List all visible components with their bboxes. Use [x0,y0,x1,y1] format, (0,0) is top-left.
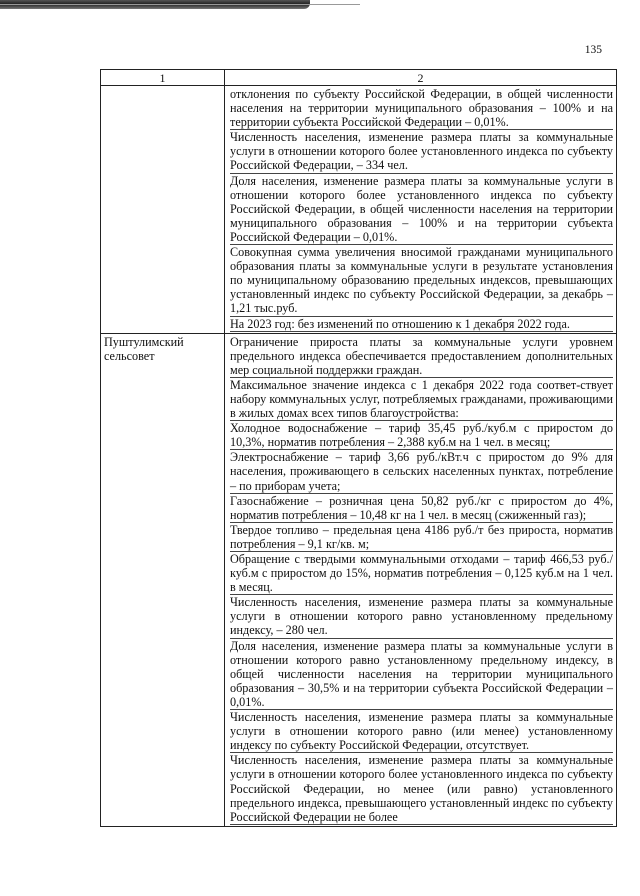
paragraph: Численность населения, изменение размера платы за коммунальные услуги в отношении которого равно (или менее) установленному индексу по субъекту Российской Федерации, отсутствует. [230,710,613,753]
paragraph: Ограничение прироста платы за коммунальные услуги уровнем предельного индекса обеспечивается предоставлением дополнительных мер социальной поддержки граждан. [230,334,613,377]
paragraph: Численность населения, изменение размера платы за коммунальные услуги в отношении которого более установленного индекса по субъекту Российской Федерации, но менее (или равно) установленного предельного индекса, превышающего установленный индекс по субъекту Российской Федерации не более [230,753,613,824]
paragraph: Твердое топливо – предельная цена 4186 руб./т без прироста, норматив потребления – 9,1 кг/кв. м; [230,522,613,551]
description-cell [225,333,617,826]
paragraph: Доля населения, изменение размера платы за коммунальные услуги в отношении которого равно установленному предельному индексу, в общей численности населения на территории муниципального образования – 30,5% и на территории субъекта Российской Федерации – 0,01%. [230,638,613,709]
municipality-name-cell [101,86,225,334]
table-row [101,86,617,334]
paragraph: Газоснабжение – розничная цена 50,82 руб./кг с приростом до 4%, норматив потребления – 10,48 кг на 1 чел. в месяц (сжиженный газ); [230,493,613,522]
paragraph: Обращение с твердыми коммунальными отходами – тариф 466,53 руб./куб.м с приростом до 15%, норматив потребления – 0,125 куб.м на 1 чел. в месяц. [230,552,613,595]
table-row [101,333,617,826]
paragraph: отклонения по субъекту Российской Федерации, в общей численности населения на территории муниципального образования – 100% и на территории субъекта Российской Федерации – 0,01%. [230,87,613,130]
data-table [100,69,617,827]
paragraph: Холодное водоснабжение – тариф 35,45 руб./куб.м с приростом до 10,3%, норматив потребления – 2,388 куб.м на 1 чел. в месяц; [230,421,613,450]
paragraph: Численность населения, изменение размера платы за коммунальные услуги в отношении которого более установленного индекса по субъекту Российской Федерации, – 334 чел. [230,130,613,173]
paragraph: Доля населения, изменение размера платы за коммунальные услуги в отношении которого более установленного индекса по субъекту Российской Федерации, в общей численности населения на территории муниципального образования – 100% и на территории субъекта Российской Федерации – 0,01%. [230,173,613,244]
page-number: 135 [584,44,602,56]
municipality-name-cell: Пуштулимский сельсовет [101,333,225,826]
column-header-2: 2 [225,70,617,86]
description-cell [225,86,617,334]
table-header-row [101,70,617,86]
column-header-1: 1 [101,70,225,86]
paragraph: Электроснабжение – тариф 3,66 руб./кВт.ч с приростом до 9% для населения, проживающего в сельских населенных пунктах, потребление – по приборам учета; [230,450,613,493]
paragraph: Совокупная сумма увеличения вносимой гражданами муниципального образования платы за коммунальные услуги в результате установления по муниципальному образованию предельных индексов, превышающих установленный индекс по субъекту Российской Федерации, за декабрь – 1,21 тыс.руб. [230,245,613,316]
paragraph: Численность населения, изменение размера платы за коммунальные услуги в отношении которого равно установленному предельному индексу, – 280 чел. [230,595,613,638]
paragraph: На 2023 год: без изменений по отношению к 1 декабря 2022 года. [230,317,613,332]
paragraph: Максимальное значение индекса с 1 декабря 2022 года соответ-ствует набору коммунальных услуг, потребляемых гражданами, проживающими в жилых домах всех типов благоустройства: [230,377,613,421]
scan-artifact-bar [0,0,310,9]
